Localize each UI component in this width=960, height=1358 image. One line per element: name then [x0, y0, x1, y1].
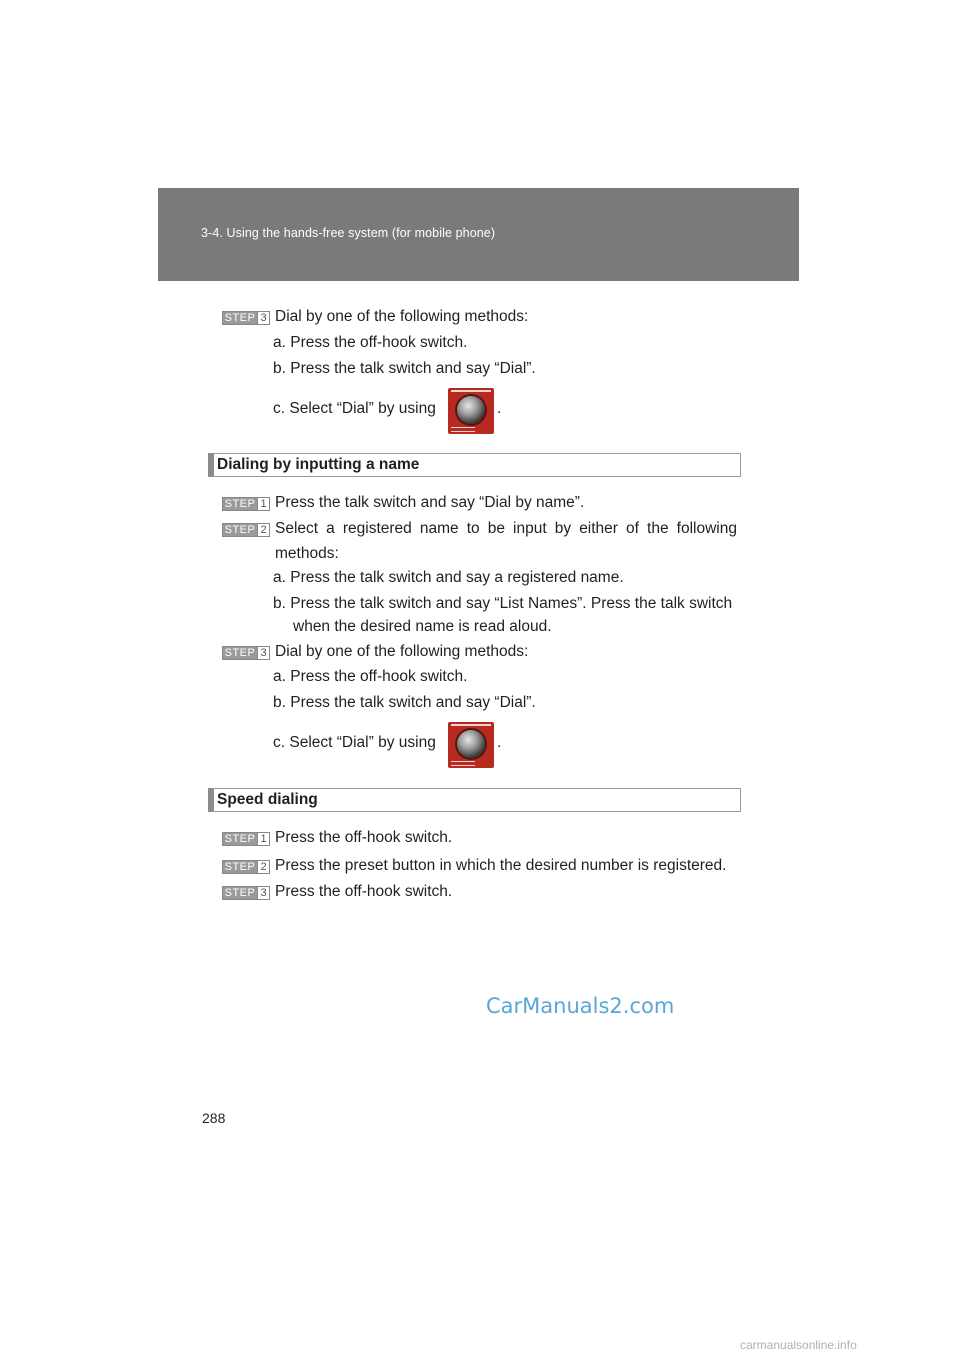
tune-file-knob-icon: [448, 722, 494, 768]
chapter-header: [158, 188, 799, 281]
step-badge-label: STEP: [223, 312, 258, 324]
intro-step-text: Dial by one of the following methods:: [275, 308, 529, 325]
watermark-logo[interactable]: CarManuals2.com: [486, 994, 675, 1018]
footer-watermark[interactable]: carmanualsonline.info: [740, 1338, 857, 1352]
dial-name-step2-text-line1: Select a registered name to be input by either of the following: [275, 520, 737, 537]
intro-option-c: c. Select “Dial” by using: [273, 400, 436, 417]
dial-name-step3-option-a: a. Press the off-hook switch.: [273, 668, 468, 685]
step-badge: [222, 497, 270, 511]
intro-option-b: b. Press the talk switch and say “Dial”.: [273, 360, 536, 377]
intro-option-a: a. Press the off-hook switch.: [273, 334, 468, 351]
dial-name-step3-option-c: c. Select “Dial” by using: [273, 734, 436, 751]
step-badge-number: 3: [260, 647, 267, 659]
step-badge: [222, 646, 270, 660]
step-badge: [222, 832, 270, 846]
step-badge-number: 1: [260, 498, 267, 510]
dial-name-step3-text: Dial by one of the following methods:: [275, 643, 529, 660]
intro-option-c-period: .: [497, 400, 502, 417]
step-badge-label: STEP: [223, 861, 258, 873]
chapter-breadcrumb: 3-4. Using the hands-free system (for mobile phone): [201, 226, 496, 240]
page-number: 288: [202, 1110, 226, 1126]
dial-name-option-a: a. Press the talk switch and say a registered name.: [273, 569, 624, 586]
dial-name-option-b-line1: b. Press the talk switch and say “List Names”. Press the talk switch: [273, 595, 733, 612]
dial-name-step2-text-line2: methods:: [275, 545, 339, 562]
dial-name-step3-option-b: b. Press the talk switch and say “Dial”.: [273, 694, 536, 711]
step-badge-number: 3: [260, 887, 267, 899]
step-badge: [222, 886, 270, 900]
step-badge: [222, 523, 270, 537]
step-badge-number: 2: [260, 861, 267, 873]
step-badge-label: STEP: [223, 833, 258, 845]
step-badge-label: STEP: [223, 647, 258, 659]
dial-name-step3-option-c-period: .: [497, 734, 502, 751]
step-badge-number: 3: [260, 312, 267, 324]
dial-name-option-b-line2: when the desired name is read aloud.: [293, 618, 552, 635]
step-badge-label: STEP: [223, 887, 258, 899]
step-badge-number: 1: [260, 833, 267, 845]
speed-step1-text: Press the off-hook switch.: [275, 829, 453, 846]
dial-name-step1-text: Press the talk switch and say “Dial by name”.: [275, 494, 585, 511]
step-badge-label: STEP: [223, 524, 258, 536]
step-badge: [222, 860, 270, 874]
section-title-speed-dialing: Speed dialing: [208, 788, 741, 812]
step-badge-label: STEP: [223, 498, 258, 510]
step-badge-number: 2: [260, 524, 267, 536]
tune-file-knob-icon: [448, 388, 494, 434]
section-title-dial-by-name: Dialing by inputting a name: [208, 453, 741, 477]
step-badge: [222, 311, 270, 325]
speed-step2-text: Press the preset button in which the desired number is registered.: [275, 857, 727, 874]
speed-step3-text: Press the off-hook switch.: [275, 883, 453, 900]
